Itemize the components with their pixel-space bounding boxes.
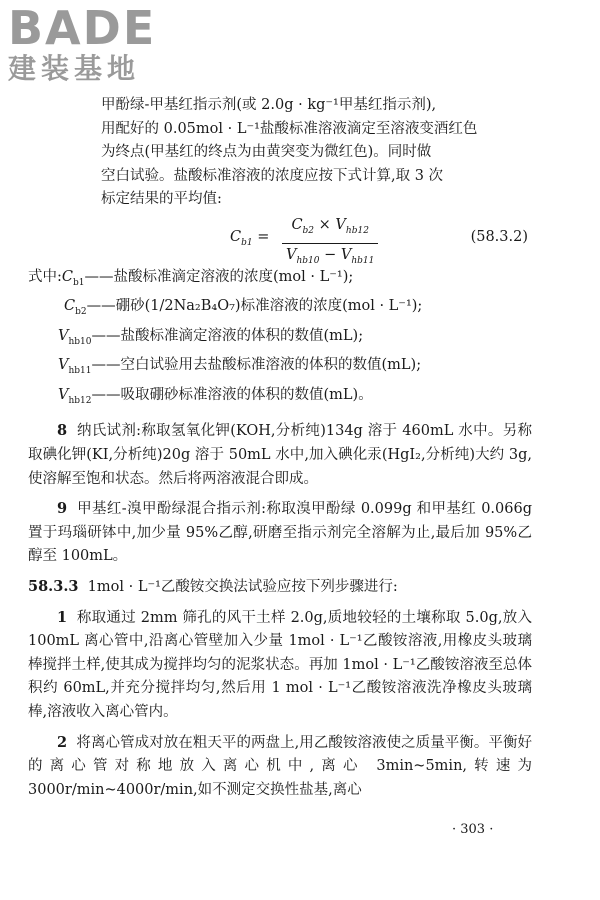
page-body (28, 94, 533, 802)
formula-fraction (282, 214, 378, 274)
item-9 (28, 497, 532, 569)
intro-line: 空白试验。盐酸标准溶液的浓度应按下式计算,取 3 次 (101, 167, 444, 184)
intro-paragraph (72, 94, 532, 212)
formula-lhs: $C_{b1}$ = (230, 228, 270, 248)
item-8 (28, 419, 532, 491)
step-1 (28, 606, 532, 725)
intro-line: 标定结果的平均值: (101, 191, 222, 208)
definition-row: 式中$:C_{b1}——$盐酸标准滴定溶液的浓度(mol · L⁻¹); (28, 268, 354, 288)
formula-58-3-2 (72, 214, 532, 267)
section-heading: 1mol · L⁻¹乙酸铵交换法试验应按下列步骤进行: (87, 578, 398, 595)
section-58-3-3 (28, 575, 532, 600)
logo-subtitle: 建装基地 (8, 52, 141, 85)
logo-brand-text: BADE (8, 1, 157, 55)
item-8-text: 纳氏试剂:称取氢氧化钾(KOH,分析纯)134g 溶于 460mL 水中。另称取碘化钾(KI,分析纯)20g 溶于 50mL 水中,加入碘化汞(HgI₂,分析纯)大约 3g,使溶解至饱和状态。然后将两溶液混合即成。 (28, 423, 533, 487)
item-9-text: 甲基红-溴甲酚绿混合指示剂:称取溴甲酚绿 0.099g 和甲基红 0.066g 置于玛瑙研钵中,加少量 95%乙醇,研磨至指示剂完全溶解为止,最后加 95%乙醇至 100mL。 (28, 501, 532, 565)
section-number: 58.3.3 (28, 577, 79, 595)
definition-row: $V_{hb12}——$吸取硼砂标准溶液的体积的数值(mL)。 (58, 386, 373, 406)
intro-line: 甲酚绿-甲基红指示剂(或 2.0g · kg⁻¹甲基红指示剂), (101, 97, 437, 113)
intro-line: 为终点(甲基红的终点为由黄突变为微红色)。同时做 (101, 144, 432, 161)
step-1-text: 称取通过 2mm 筛孔的风干土样 2.0g,质地较轻的土壤称取 5.0g,放入 100mL 离心管中,沿离心管壁加入少量 1mol · L⁻¹乙酸铵溶液,用橡皮头玻璃棒搅拌土样,使其成为搅拌均匀的泥浆状态。再加 1mol · L⁻¹乙酸铵溶液至总体积约 60mL,并充分搅拌均匀,然后用 1 mol · L⁻¹乙酸铵溶液洗净橡皮头玻璃棒,溶液收入离心管内。 (28, 609, 533, 720)
definition-row: $V_{hb10}——$盐酸标准滴定溶液的体积的数值(mL); (58, 327, 364, 347)
symbol-definitions (28, 266, 532, 413)
equation-number: (58.3.2) (470, 228, 528, 245)
item-8-number: 8 (57, 422, 68, 440)
intro-line: 用配好的 0.05mol · L⁻¹盐酸标准溶液滴定至溶液变酒红色 (101, 120, 478, 137)
step-2 (28, 731, 532, 803)
definition-row: $V_{hb11}——$空白试验用去盐酸标准溶液的体积的数值(mL); (58, 357, 422, 377)
step-1-number: 1 (57, 608, 68, 626)
item-9-number: 9 (57, 500, 68, 518)
step-2-text: 将离心管成对放在粗天平的两盘上,用乙酸铵溶液使之质量平衡。平衡好的离心管对称地放入离心机中,离心 3min~5min,转速为 3000r/min~4000r/min,如不测定交换性盐基,离心 (28, 734, 533, 798)
formula-numerator: $C_{b2} \times V_{hb12}$ (282, 214, 378, 244)
definition-row: $C_{b2}——$硼砂(1/2Na₂B₄O₇)标准溶液的浓度(mol · L⁻¹); (64, 298, 423, 318)
brand-logo (8, 1, 188, 86)
step-2-number: 2 (57, 733, 68, 751)
formula-denominator: $V_{hb10} - V_{hb11}$ (286, 247, 375, 267)
page-number: · 303 · (452, 822, 494, 837)
